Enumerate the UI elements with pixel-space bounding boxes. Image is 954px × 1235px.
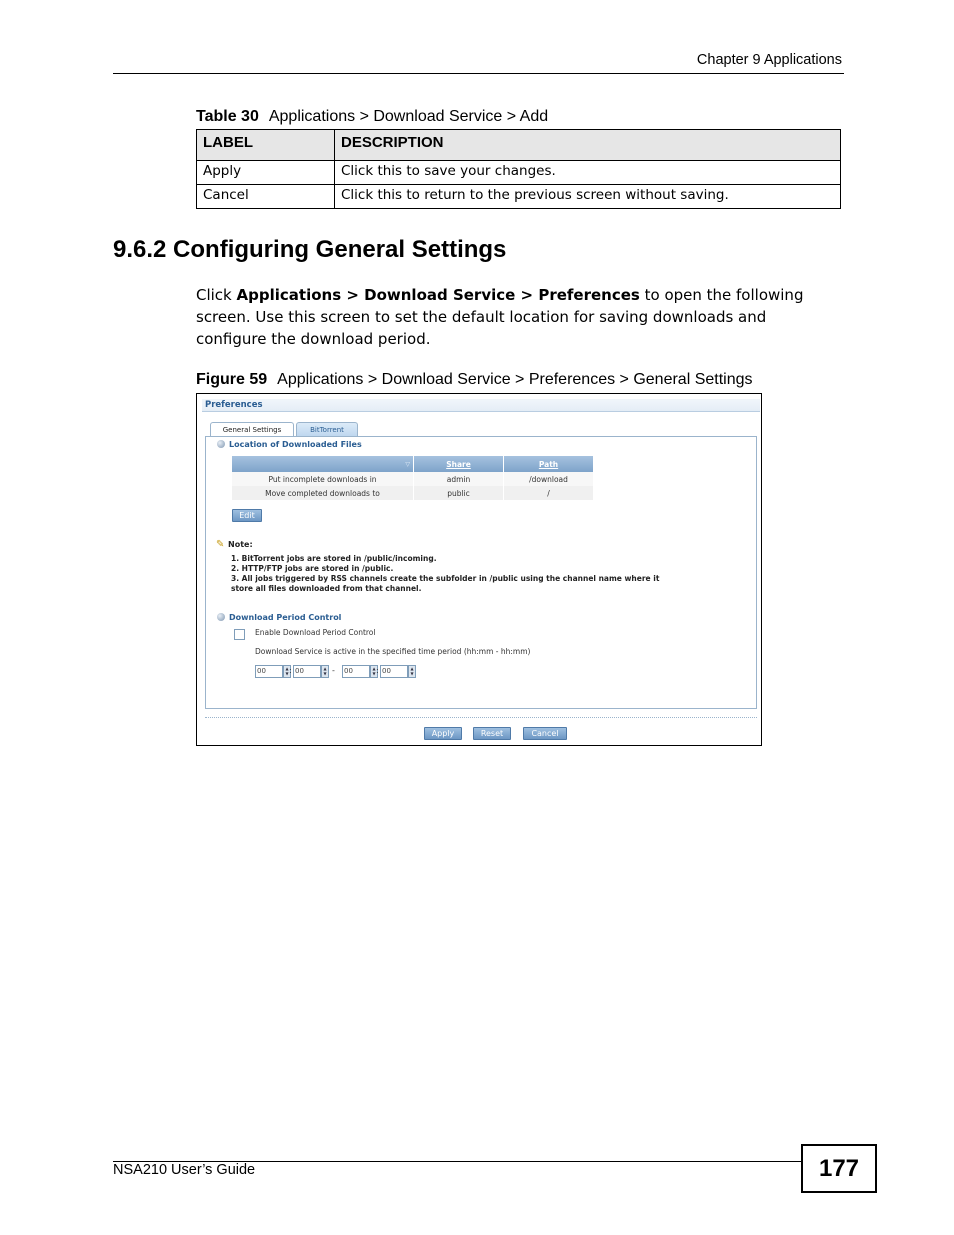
grid-cell-share: admin bbox=[414, 472, 504, 486]
section-bullet-icon bbox=[217, 613, 225, 621]
para-pre: Click bbox=[196, 286, 237, 304]
note-icon: ✎ bbox=[216, 539, 225, 550]
table-cell-label: Apply bbox=[197, 161, 335, 185]
table-cell-label: Cancel bbox=[197, 185, 335, 209]
grid-row[interactable] bbox=[232, 472, 594, 486]
para-menu-path: Applications > Download Service > Preferences bbox=[236, 286, 640, 304]
start-hour-field[interactable]: 00 bbox=[255, 665, 283, 678]
spinner-arrows-icon[interactable]: ▲ ▼ bbox=[408, 665, 416, 678]
table-row bbox=[197, 185, 841, 209]
table-cell-description: Click this to save your changes. bbox=[335, 161, 841, 185]
cancel-button[interactable]: Cancel bbox=[523, 727, 567, 740]
period-section-heading bbox=[217, 613, 341, 622]
table-caption bbox=[196, 108, 548, 126]
grid-cell-path: /download bbox=[504, 472, 594, 486]
sort-arrow-icon[interactable]: ▽ bbox=[405, 460, 410, 468]
chapter-header: Chapter 9 Applications bbox=[696, 52, 842, 68]
spinner-arrows-icon[interactable]: ▲ ▼ bbox=[283, 665, 291, 678]
grid-cell-share: public bbox=[414, 486, 504, 500]
grid-header-path[interactable]: Path bbox=[504, 456, 594, 472]
figure-title: Applications > Download Service > Preferences > General Settings bbox=[277, 371, 753, 388]
location-grid bbox=[232, 456, 594, 500]
note-line: 1. BitTorrent jobs are stored in /public/incoming. bbox=[231, 554, 437, 563]
grid-cell-purpose: Put incomplete downloads in bbox=[232, 472, 414, 486]
table-title: Applications > Download Service > Add bbox=[268, 108, 549, 125]
header-rule bbox=[113, 73, 844, 74]
period-heading-text: Download Period Control bbox=[229, 613, 342, 622]
section-heading: 9.6.2 Configuring General Settings bbox=[113, 236, 507, 263]
grid-cell-purpose: Move completed downloads to bbox=[232, 486, 414, 500]
spinner-arrows-icon[interactable]: ▲ ▼ bbox=[370, 665, 378, 678]
column-header-label: LABEL bbox=[197, 130, 335, 161]
column-header-description: DESCRIPTION bbox=[335, 130, 841, 161]
table-label: Table 30 bbox=[196, 108, 259, 125]
button-divider bbox=[205, 717, 757, 718]
figure-caption bbox=[196, 371, 753, 389]
end-minute-field[interactable]: 00 bbox=[380, 665, 408, 678]
grid-cell-path: / bbox=[504, 486, 594, 500]
para-post: to open the following screen. Use this screen to set the default location for saving downloads and configure the download period. bbox=[196, 286, 804, 348]
time-colon: : bbox=[376, 666, 379, 675]
guide-title: NSA210 User’s Guide bbox=[113, 1162, 256, 1178]
grid-header-blank bbox=[232, 456, 414, 472]
location-section-heading bbox=[217, 440, 362, 449]
tab-general-settings[interactable]: General Settings bbox=[210, 422, 294, 436]
note-list bbox=[231, 554, 659, 594]
preferences-title: Preferences bbox=[202, 399, 760, 412]
time-colon: : bbox=[289, 666, 292, 675]
period-description: Download Service is active in the specified time period (hh:mm - hh:mm) bbox=[255, 647, 531, 656]
note-line: 2. HTTP/FTP jobs are stored in /public. bbox=[231, 564, 394, 573]
figure-label: Figure 59 bbox=[196, 371, 268, 388]
time-dash: - bbox=[332, 666, 335, 675]
edit-button[interactable]: Edit bbox=[232, 509, 262, 522]
section-bullet-icon bbox=[217, 440, 225, 448]
body-paragraph bbox=[196, 284, 836, 350]
note-line: store all files downloaded from that channel. bbox=[231, 584, 422, 593]
table-row bbox=[197, 161, 841, 185]
reset-button[interactable]: Reset bbox=[473, 727, 511, 740]
description-table bbox=[196, 129, 841, 209]
tab-bittorrent[interactable]: BitTorrent bbox=[296, 422, 358, 436]
end-hour-field[interactable]: 00 bbox=[342, 665, 370, 678]
grid-header-row bbox=[232, 456, 594, 472]
note-title: Note: bbox=[228, 540, 253, 549]
start-minute-field[interactable]: 00 bbox=[293, 665, 321, 678]
location-heading-text: Location of Downloaded Files bbox=[229, 440, 362, 449]
apply-button[interactable]: Apply bbox=[424, 727, 462, 740]
enable-period-label: Enable Download Period Control bbox=[255, 628, 376, 637]
note-line: 3. All jobs triggered by RSS channels create the subfolder in /public using the channel name where it bbox=[231, 574, 660, 583]
grid-row[interactable] bbox=[232, 486, 594, 500]
page-number: 177 bbox=[801, 1144, 877, 1193]
table-header-row bbox=[197, 130, 841, 161]
enable-period-checkbox[interactable] bbox=[234, 629, 245, 640]
table-cell-description: Click this to return to the previous screen without saving. bbox=[335, 185, 841, 209]
grid-header-share[interactable]: Share bbox=[414, 456, 504, 472]
spinner-arrows-icon[interactable]: ▲ ▼ bbox=[321, 665, 329, 678]
preferences-screenshot bbox=[196, 393, 762, 746]
